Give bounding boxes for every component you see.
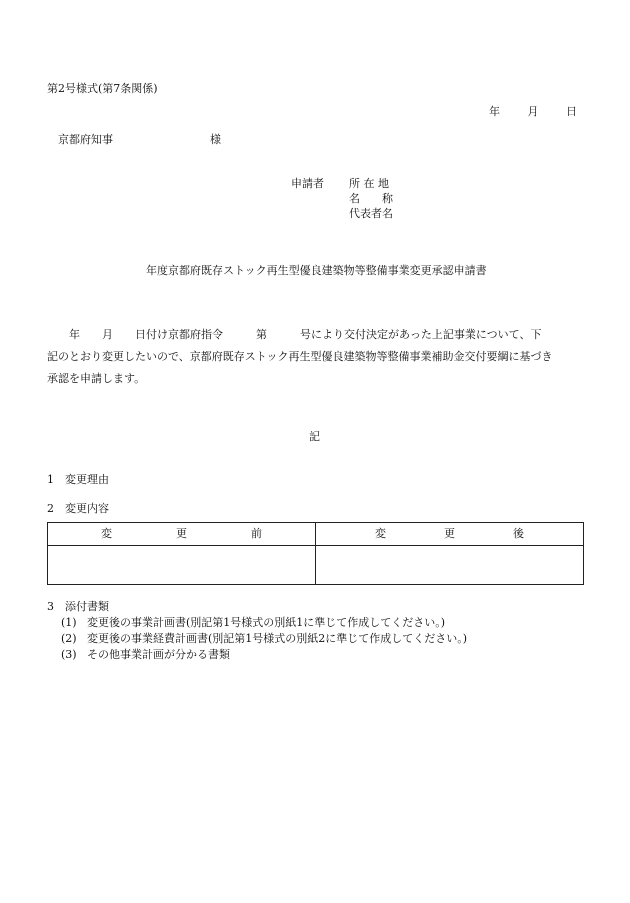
changes-table bbox=[47, 522, 584, 585]
table-row bbox=[48, 546, 584, 585]
table-header-row bbox=[48, 523, 584, 546]
attachment-number: (1) bbox=[61, 616, 77, 629]
header-after: 変 更 後 bbox=[316, 523, 584, 546]
body-line: 年 月 日付け京都府指令 第 号により交付決定があった上記事業について、下 bbox=[47, 328, 542, 341]
attachment-item bbox=[61, 632, 467, 646]
date-day-label: 日 bbox=[566, 105, 577, 118]
name-label: 名 称 bbox=[349, 192, 393, 205]
addressee-name: 京都府知事 bbox=[58, 133, 113, 146]
date-line bbox=[489, 105, 577, 119]
attachment-number: (3) bbox=[61, 648, 77, 661]
addressee-honorific: 様 bbox=[210, 133, 221, 146]
ki-heading: 記 bbox=[309, 430, 320, 443]
body-paragraph bbox=[47, 324, 584, 390]
section-attachments: 3 添付書類 bbox=[47, 600, 109, 613]
date-month-label: 月 bbox=[527, 105, 539, 118]
section-change-content: 2 変更内容 bbox=[47, 502, 109, 515]
attachment-text: その他事業計画が分かる書類 bbox=[87, 648, 230, 661]
attachment-number: (2) bbox=[61, 632, 77, 645]
form-number: 第2号様式(第7条関係) bbox=[47, 82, 158, 95]
attachment-item bbox=[61, 616, 445, 630]
date-year-label: 年 bbox=[489, 105, 500, 118]
after-value-cell bbox=[316, 546, 584, 585]
attachment-text: 変更後の事業経費計画書(別記第1号様式の別紙2に準じて作成してください。) bbox=[87, 632, 468, 645]
section-change-reason: 1 変更理由 bbox=[47, 473, 109, 486]
body-line: 記のとおり変更したいので、京都府既存ストック再生型優良建築物等整備事業補助金交付要綱に基づき bbox=[47, 350, 553, 363]
before-value-cell bbox=[48, 546, 316, 585]
attachment-text: 変更後の事業計画書(別記第1号様式の別紙1に準じて作成してください。) bbox=[87, 616, 446, 629]
applicant-label: 申請者 bbox=[291, 177, 324, 190]
address-label: 所 在 地 bbox=[349, 177, 389, 190]
document-title: 年度京都府既存ストック再生型優良建築物等整備事業変更承認申請書 bbox=[146, 264, 487, 277]
applicant-fields bbox=[349, 177, 393, 222]
attachment-item bbox=[61, 648, 230, 662]
body-line: 承認を申請します。 bbox=[47, 372, 146, 385]
header-before: 変 更 前 bbox=[48, 523, 316, 546]
representative-label: 代表者名 bbox=[349, 207, 393, 220]
